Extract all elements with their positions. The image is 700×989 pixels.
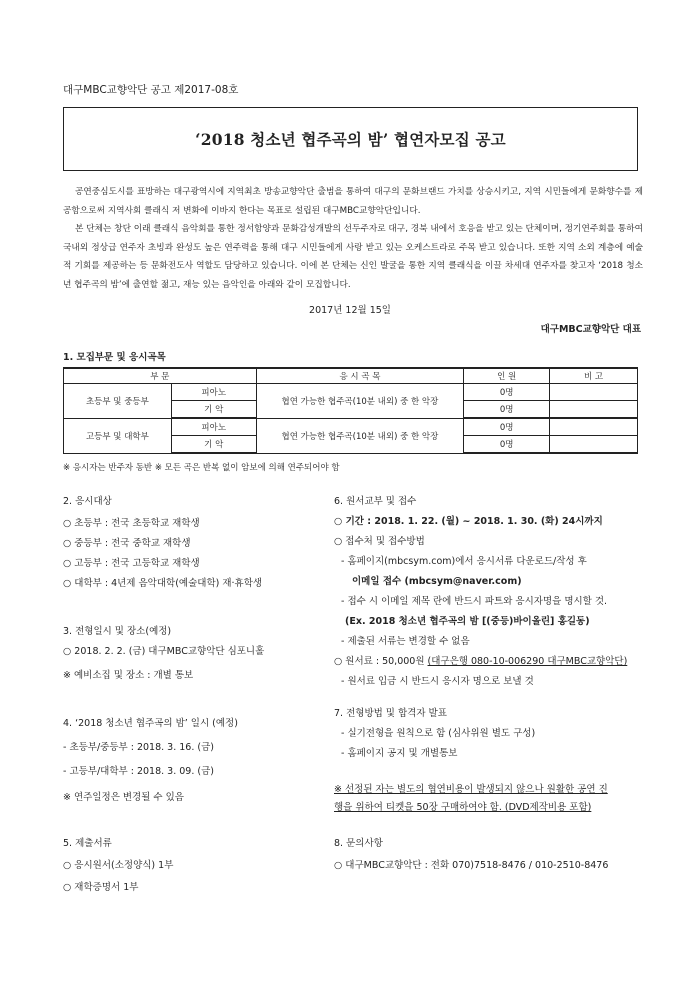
header-count: 인 원	[464, 368, 550, 384]
part-cell: 기 악	[171, 401, 256, 419]
eligibility-item: ○ 초등부 : 전국 초등학교 재학생	[63, 518, 200, 529]
count-cell: 0명	[464, 384, 550, 401]
count-cell: 0명	[464, 436, 550, 454]
eligibility-item: ○ 중등부 : 전국 중학교 재학생	[63, 538, 191, 549]
ticket-note: ※ 선정된 자는 별도의 협연비용이 발생되지 않으나 원활한 공연 진	[334, 784, 608, 795]
page-title: ‘2018 청소년 협주곡의 밤’ 협연자모집 공고	[195, 130, 506, 149]
header-division: 부 문	[64, 368, 257, 384]
title-box	[63, 107, 638, 171]
fee-note: - 원서료 입금 시 반드시 응시자 명으로 보낼 것	[341, 676, 534, 687]
section-1-heading: 1. 모집부문 및 응시곡목	[63, 352, 166, 363]
fee-account: (대구은행 080-10-006290 대구MBC교향악단)	[427, 656, 628, 667]
remarks-cell	[550, 418, 638, 436]
email-subject-example: (Ex. 2018 청소년 협주곡의 밤 [(중등)바이올린] 홍길동)	[345, 616, 590, 627]
table-note: ※ 응시자는 반주자 동반 ※ 모든 곡은 반복 없이 암보에 의해 연주되어야 함	[63, 463, 340, 473]
homepage-instruction: - 홈페이지(mbcsym.com)에서 응시서류 다운로드/작성 후	[341, 556, 587, 567]
count-cell: 0명	[464, 418, 550, 436]
application-fee	[334, 654, 627, 670]
section-2-heading: 2. 응시대상	[63, 496, 112, 507]
email-submission: 이메일 접수 (mbcsym@naver.com)	[352, 576, 522, 587]
section-5-heading: 5. 제출서류	[63, 838, 112, 849]
table-row	[64, 384, 638, 401]
document-item: ○ 재학증명서 1부	[63, 882, 139, 893]
document-item: ○ 응시원서(소정양식) 1부	[63, 860, 174, 871]
recruit-table	[63, 367, 638, 454]
remarks-cell	[550, 436, 638, 454]
header-piece: 응 시 곡 목	[256, 368, 464, 384]
section-3-heading: 3. 전형일시 및 장소(예정)	[63, 626, 172, 637]
application-method: ○ 접수처 및 접수방법	[334, 536, 425, 547]
eligibility-item: ○ 대학부 : 4년제 음악대학(예술대학) 재·휴학생	[63, 578, 263, 589]
part-cell: 기 악	[171, 436, 256, 454]
fee-label: ○ 원서료 : 50,000원	[334, 656, 425, 667]
application-period: ○ 기간 : 2018. 1. 22. (월) ~ 2018. 1. 30. (화) 24시까지	[334, 516, 603, 527]
remarks-cell	[550, 401, 638, 419]
section-8-heading: 8. 문의사항	[334, 838, 383, 849]
selection-item: - 홈페이지 공지 및 개별통보	[341, 748, 458, 759]
email-subject-rule: - 접수 시 이메일 제목 란에 반드시 파트와 응시자명을 명시할 것.	[341, 596, 608, 607]
table-header-row	[64, 368, 638, 384]
eligibility-item: ○ 고등부 : 전국 고등학교 재학생	[63, 558, 200, 569]
no-change-note: - 제출된 서류는 변경할 수 없음	[341, 636, 470, 647]
audition-note: ※ 예비소집 및 장소 : 개별 통보	[63, 670, 194, 681]
part-cell: 피아노	[171, 384, 256, 401]
header-remarks: 비 고	[550, 368, 638, 384]
intro-paragraph: 본 단체는 창단 이래 클래식 음악회를 통한 정서함양과 문화감성개발의 선두주자로 대구, 경북 내에서 호응을 받고 있는 단체이며, 정기연주회를 통하여 국내외 정상급 연주자 초빙과 완성도 높은 연주력을 통해 대구 시민들에게 사랑 받고 있는 오케스트라로 주목 받고 있습니다. 또한 지역 소외 계층에 예술적 기회를 제공하는 등 문화전도사 역할도 담당하고 있습니다. 이에 본 단체는 신인 발굴을 통한 지역 클래식을 이끌 차세대 연주자를 찾고자 ‘2018 청소년 협주곡의 밤’에 출연할 젊고, 재능 있는 음악인을 아래와 같이 모집합니다.	[63, 224, 643, 290]
piece-cell: 협연 가능한 협주곡(10분 내외) 중 한 악장	[256, 418, 464, 453]
section-4-heading: 4. ‘2018 청소년 협주곡의 밤’ 일시 (예정)	[63, 718, 238, 729]
section-7-heading: 7. 전형방법 및 합격자 발표	[334, 708, 447, 719]
org-signature: 대구MBC교향악단 대표	[540, 324, 641, 335]
part-cell: 피아노	[171, 418, 256, 436]
division-cell: 고등부 및 대학부	[64, 418, 172, 453]
division-cell: 초등부 및 중등부	[64, 384, 172, 419]
remarks-cell	[550, 384, 638, 401]
intro-paragraph: 공연중심도시를 표방하는 대구광역시에 지역최초 방송교향악단 출범을 통하여 대구의 문화브랜드 가치를 상승시키고, 지역 시민들에게 문화향수를 제공함으로써 지역사회 클래식 저 변화에 이바지 한다는 목표로 설립된 대구MBC교향악단입니다.	[63, 187, 643, 216]
piece-cell: 협연 가능한 협주곡(10분 내외) 중 한 악장	[256, 384, 464, 419]
contact-item: ○ 대구MBC교향악단 : 전화 070)7518-8476 / 010-2510-8476	[334, 860, 609, 871]
notice-number: 대구MBC교향악단 공고 제2017-08호	[63, 84, 239, 96]
audition-item: ○ 2018. 2. 2. (금) 대구MBC교향악단 심포니홀	[63, 646, 265, 657]
table-row	[64, 418, 638, 436]
intro-text	[63, 183, 643, 294]
notice-date: 2017년 12월 15일	[309, 305, 391, 316]
concert-note: ※ 연주일정은 변경될 수 있음	[63, 792, 184, 803]
ticket-note: 행을 위하여 티켓을 50장 구매하여야 함. (DVD제작비용 포함)	[334, 802, 592, 813]
section-6-heading: 6. 원서교부 및 접수	[334, 496, 417, 507]
selection-item: - 실기전형을 원칙으로 함 (심사위원 별도 구성)	[341, 728, 536, 739]
concert-date-item: - 고등부/대학부 : 2018. 3. 09. (금)	[63, 766, 214, 777]
count-cell: 0명	[464, 401, 550, 419]
concert-date-item: - 초등부/중등부 : 2018. 3. 16. (금)	[63, 742, 214, 753]
